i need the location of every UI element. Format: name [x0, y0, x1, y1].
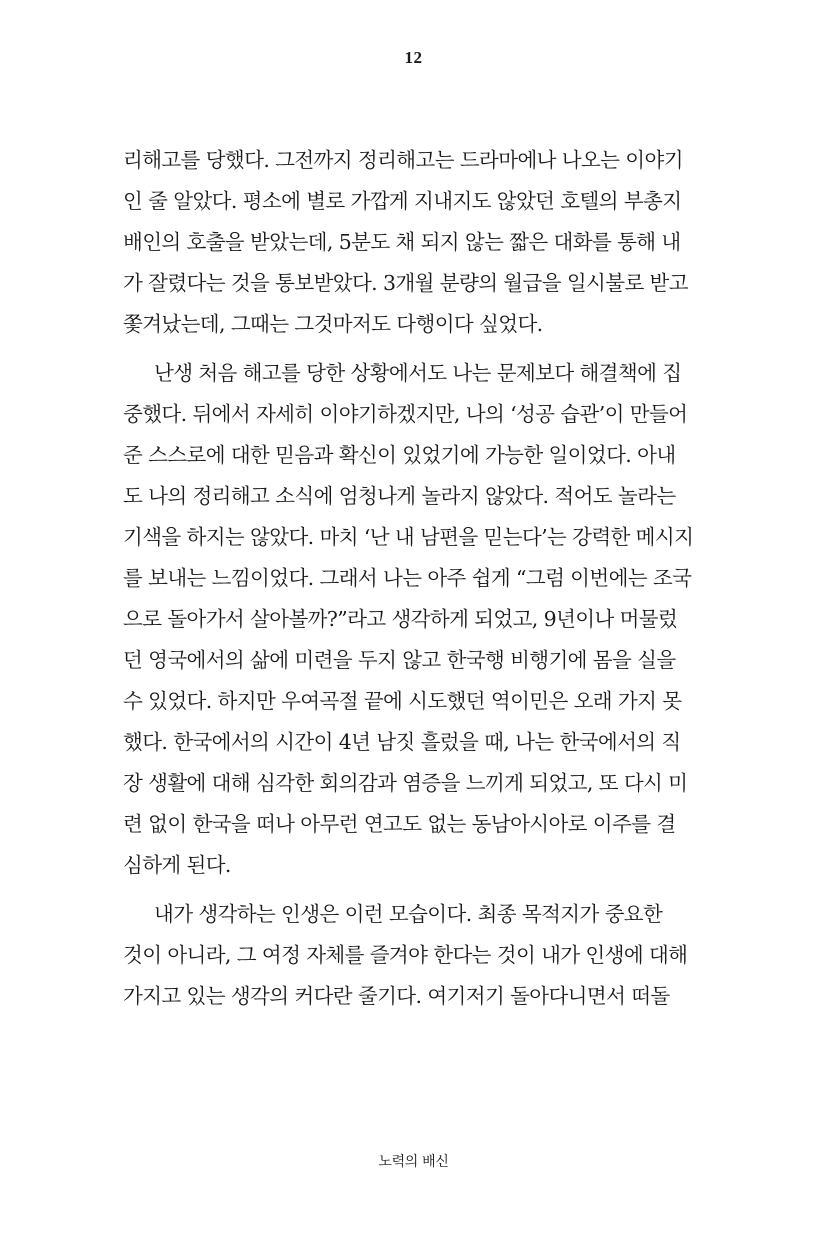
text-line: 심하게 된다. [123, 853, 231, 877]
body-text [123, 140, 694, 1017]
text-line: 중했다. 뒤에서 자세히 이야기하겠지만, 나의 ‘성공 습관’이 만들어 [123, 402, 688, 426]
text-line: 준 스스로에 대한 믿음과 확신이 있었기에 가능한 일이었다. 아내 [123, 443, 676, 467]
text-line: 기색을 하지는 않았다. 마치 ‘난 내 남편을 믿는다’는 강력한 메시지 [123, 525, 694, 549]
text-line: 도 나의 정리해고 소식에 엄청나게 놀라지 않았다. 적어도 놀라는 [123, 484, 676, 508]
text-line: 가지고 있는 생각의 커다란 줄기다. 여기저기 돌아다니면서 떠돌 [123, 984, 670, 1008]
text-line: 내가 생각하는 인생은 이런 모습이다. 최종 목적지가 중요한 [154, 902, 663, 926]
text-line: 했다. 한국에서의 시간이 4년 남짓 흘렀을 때, 나는 한국에서의 직 [123, 730, 681, 754]
text-line: 으로 돌아가서 살아볼까?”라고 생각하게 되었고, 9년이나 머물렀 [123, 607, 678, 631]
text-line: 던 영국에서의 삶에 미련을 두지 않고 한국행 비행기에 몸을 실을 [123, 648, 676, 672]
text-line: 리해고를 당했다. 그전까지 정리해고는 드라마에나 나오는 이야기 [123, 148, 683, 172]
text-line: 를 보내는 느낌이었다. 그래서 나는 아주 쉽게 “그럼 이번에는 조국 [123, 566, 692, 590]
text-line: 쫓겨났는데, 그때는 그것마저도 다행이다 싶었다. [123, 312, 543, 336]
text-line: 수 있었다. 하지만 우여곡절 끝에 시도했던 역이민은 오래 가지 못 [123, 689, 682, 713]
text-line: 배인의 호출을 받았는데, 5분도 채 되지 않는 짧은 대화를 통해 내 [123, 230, 681, 254]
page-number: 12 [404, 48, 423, 67]
text-line: 가 잘렸다는 것을 통보받았다. 3개월 분량의 월급을 일시불로 받고 [123, 271, 688, 295]
running-footer-book-title: 노력의 배신 [378, 1154, 449, 1170]
text-line: 인 줄 알았다. 평소에 별로 가깝게 지내지도 않았던 호텔의 부총지 [123, 189, 682, 213]
text-line: 장 생활에 대해 심각한 회의감과 염증을 느끼게 되었고, 또 다시 미 [123, 771, 688, 795]
paragraph-gap [123, 345, 657, 353]
text-line: 난생 처음 해고를 당한 상황에서도 나는 문제보다 해결책에 집 [154, 361, 682, 385]
paragraph-gap [123, 886, 657, 894]
text-line: 련 없이 한국을 떠나 아무런 연고도 없는 동남아시아로 이주를 결 [123, 812, 676, 836]
text-line: 것이 아니라, 그 여정 자체를 즐겨야 한다는 것이 내가 인생에 대해 [123, 943, 688, 967]
